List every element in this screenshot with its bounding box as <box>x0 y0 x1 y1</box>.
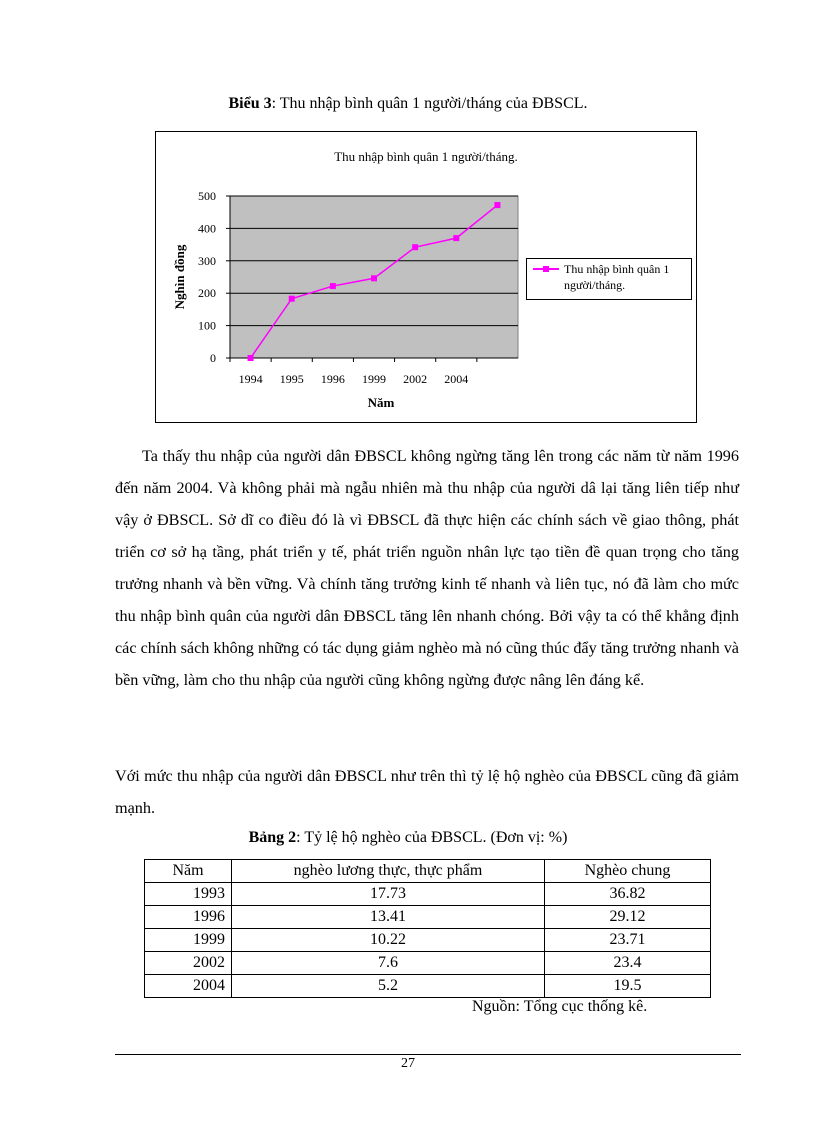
y-tick-label: 300 <box>198 253 216 268</box>
x-axis-title: Năm <box>367 395 395 410</box>
x-tick-label: 1994 <box>238 372 263 386</box>
legend-label: Thu nhập bình quân 1 người/tháng. <box>564 262 670 292</box>
legend-line-marker <box>533 268 559 270</box>
cell-year: 1993 <box>145 883 232 906</box>
x-tick-label: 2004 <box>444 372 469 386</box>
x-tick-label: 1995 <box>279 372 304 386</box>
data-point <box>412 244 418 250</box>
chart-title: Thu nhập bình quân 1 người/tháng. <box>334 149 518 164</box>
x-tick-label: 2002 <box>403 372 428 386</box>
paragraph-income-analysis: Ta thấy thu nhập của người dân ĐBSCL không ngừng tăng lên trong các năm từ năm 1996 đến năm 2004. Và không phải mà ngẫu nhiên mà thu nhập của người dâ lại tăng liên tiếp như vậy ở ĐBSCL. Sở dĩ co điều đó là vì ĐBSCL đã thực hiện các chính sách về giao thông, phát triển cơ sở hạ tầng, phát triển y tế, phát triển nguồn nhân lực tạo tiền đề quan trọng cho tăng trưởng nhanh và bền vững. Và chính tăng trưởng kinh tế nhanh và liên tục, nó đã làm cho mức thu nhập bình quân của người dân ĐBSCL tăng lên nhanh chóng. Bởi vậy ta có thể khẳng định các chính sách không những có tác dụng giảm nghèo mà nó cũng thúc đẩy tăng trưởng nhanh và bền vững, làm cho thu nhập của người cũng không ngừng được nâng lên đáng kể. <box>115 447 739 689</box>
table-source: Nguồn: Tổng cục thống kê. <box>472 998 648 1015</box>
figure-caption-text: : Thu nhập bình quân 1 người/tháng của ĐBSCL. <box>271 95 588 112</box>
table-caption <box>0 829 816 847</box>
table-row <box>145 883 711 906</box>
header-food-poverty: nghèo lương thực, thực phẩm <box>232 860 545 883</box>
cell-food-poverty: 13.41 <box>232 906 545 929</box>
table-row <box>145 975 711 998</box>
figure-caption-label: Biểu 3 <box>228 95 272 112</box>
y-axis-title: Nghìn đồng <box>172 244 187 310</box>
table-row <box>145 929 711 952</box>
cell-year: 2002 <box>145 952 232 975</box>
paragraph-poverty-intro: Với mức thu nhập của người dân ĐBSCL như trên thì tỷ lệ hộ nghèo của ĐBSCL cũng đã giảm mạnh. <box>115 767 739 817</box>
table-row <box>145 906 711 929</box>
y-tick-label: 500 <box>198 189 216 203</box>
cell-general-poverty: 29.12 <box>545 906 711 929</box>
header-general-poverty: Nghèo chung <box>545 860 711 883</box>
x-tick-label: 1999 <box>362 372 386 386</box>
cell-food-poverty: 17.73 <box>232 883 545 906</box>
data-point <box>494 202 500 208</box>
data-point <box>248 355 254 361</box>
chart-legend <box>526 258 692 300</box>
cell-general-poverty: 36.82 <box>545 883 711 906</box>
data-point <box>289 296 295 302</box>
figure-caption <box>0 95 816 113</box>
y-tick-label: 0 <box>210 351 216 365</box>
cell-food-poverty: 5.2 <box>232 975 545 998</box>
cell-general-poverty: 19.5 <box>545 975 711 998</box>
header-year: Năm <box>145 860 232 883</box>
x-tick-label: 1996 <box>320 372 345 386</box>
table-caption-text: : Tỷ lệ hộ nghèo của ĐBSCL. (Đơn vị: %) <box>296 829 568 846</box>
table-caption-label: Bảng 2 <box>248 829 297 846</box>
cell-year: 1996 <box>145 906 232 929</box>
y-tick-label: 100 <box>198 318 216 333</box>
data-point <box>453 235 459 241</box>
cell-year: 2004 <box>145 975 232 998</box>
footer-divider <box>115 1054 741 1055</box>
cell-general-poverty: 23.71 <box>545 929 711 952</box>
data-point <box>330 283 336 289</box>
y-tick-label: 200 <box>198 286 216 301</box>
data-point <box>371 275 377 281</box>
page-number: 27 <box>401 1056 415 1071</box>
poverty-rate-table <box>144 859 711 998</box>
income-chart <box>155 131 697 423</box>
y-tick-label: 400 <box>198 221 216 236</box>
cell-food-poverty: 10.22 <box>232 929 545 952</box>
cell-food-poverty: 7.6 <box>232 952 545 975</box>
cell-year: 1999 <box>145 929 232 952</box>
table-header-row <box>145 860 711 883</box>
table-row <box>145 952 711 975</box>
cell-general-poverty: 23.4 <box>545 952 711 975</box>
